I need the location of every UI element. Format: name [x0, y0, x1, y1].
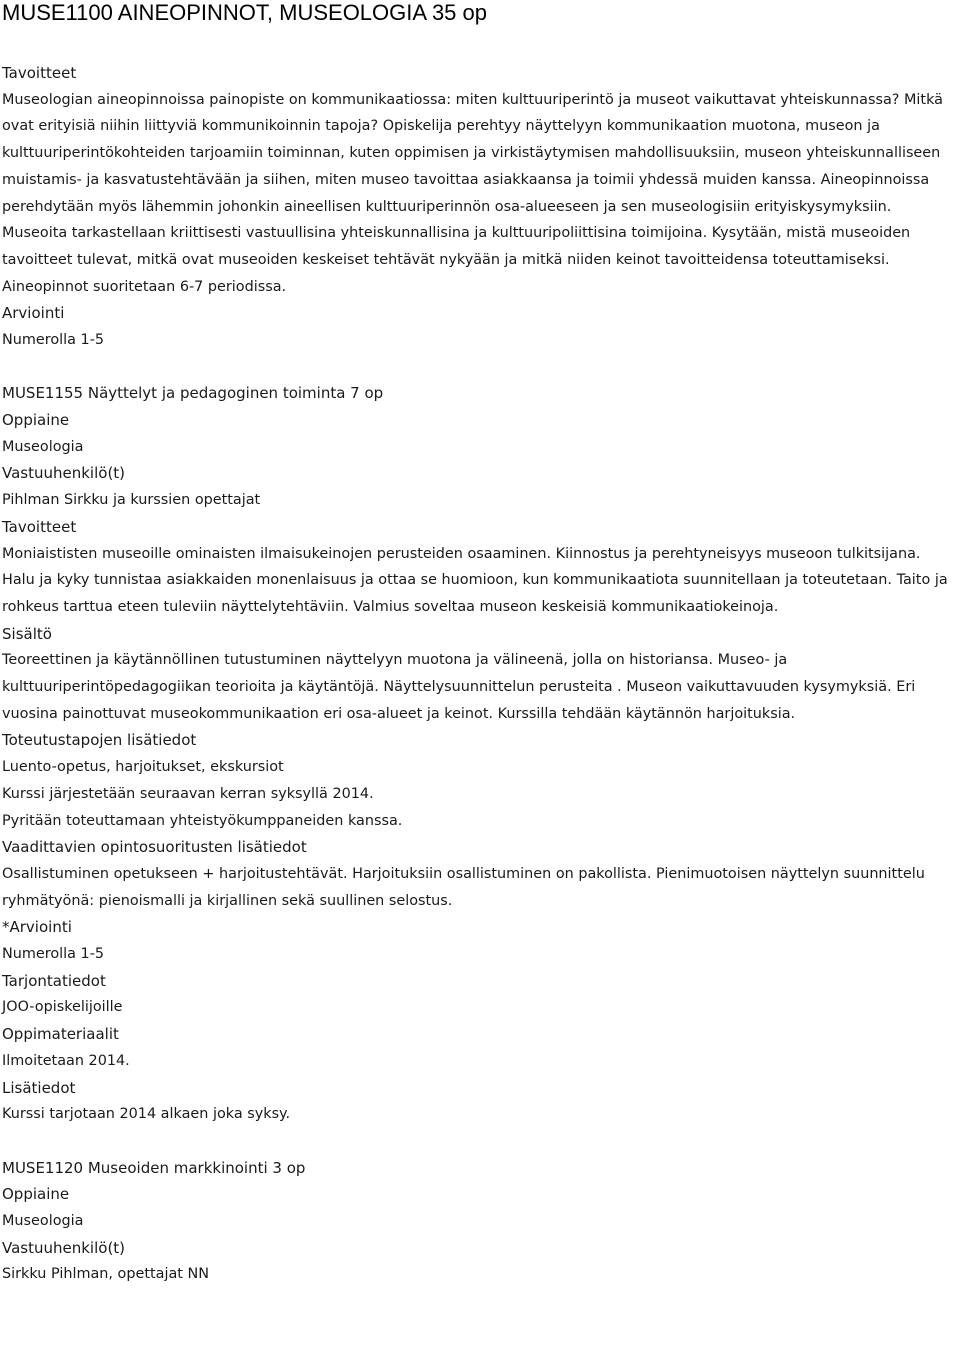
arviointi-text: Numerolla 1-5	[2, 946, 105, 963]
course-section-muse1100	[2, 60, 956, 354]
vastuuhenkilo-heading: Vastuuhenkilö(t)	[2, 464, 126, 483]
course-section-muse1155	[2, 380, 956, 1128]
spacer	[2, 27, 956, 60]
course-title: MUSE1155 Näyttelyt ja pedagoginen toiminta 7 op	[2, 384, 384, 403]
page-title: MUSE1100 AINEOPINNOT, MUSEOLOGIA 35 op	[2, 0, 487, 25]
tavoitteet-text: Moniaististen museoille ominaisten ilmaisukeinojen perusteiden osaaminen. Kiinnostus ja perehtyneisyys museoon tulkitsijana. Halu ja kyky tunnistaa asiakkaiden monenlaisuus ja ottaa se huomioon, kun kommunikaatiota suunnitellaan ja toteutetaan. Taito ja rohkeus tarttua eteen tuleviin näyttelytehtäviin. Valmius soveltaa museon keskeisiä kommunikaatiokeinoja.	[2, 545, 948, 615]
spacer	[2, 354, 956, 381]
arviointi-text: Numerolla 1-5	[2, 332, 105, 348]
vaadittavat-text: Osallistuminen opetukseen + harjoitustehtävät. Harjoituksiin osallistuminen on pakollista. Pienimuotoisen näyttelyn suunnittelu ryhmätyönä: pienoismalli ja kirjallinen sekä suullinen selostus.	[2, 865, 925, 909]
tavoitteet-heading: Tavoitteet	[2, 517, 77, 536]
oppiaine-text: Museologia	[2, 1212, 84, 1229]
tarjontatiedot-text: JOO-opiskelijoille	[2, 999, 123, 1016]
course-title: MUSE1120 Museoiden markkinointi 3 op	[2, 1158, 306, 1177]
toteutus-line: Luento-opetus, harjoitukset, ekskursiot	[2, 759, 284, 776]
oppiaine-text: Museologia	[2, 438, 84, 455]
tavoitteet-text: Museologian aineopinnoissa painopiste on kommunikaatiossa: miten kulttuuriperintö ja museot vaikuttavat yhteiskunnassa? Mitkä ovat erityisiä niihin liittyviä kommunikoinnin tapoja? Opiskelija perehtyy näyttelyyn kommunikaation muotona, museon ja kulttuuriperintökohteiden tarjoamiin toiminnan, kuten oppimisen ja virkistäytymisen mahdollisuuksiin, museon yhteiskunnalliseen muistamis- ja kasvatustehtävään ja siihen, miten museo tavoittaa asiakkaansa ja toimii yhdessä muiden kanssa. Aineopinnoissa perehdytään myös lähemmin johonkin aineellisen kulttuuriperinnön osa-alueeseen ja sen museologisiin erityiskysymyksiin. Museoita tarkastellaan kriittisesti vastuullisina yhteiskunnallisina ja kulttuuripoliittisina toimijoina. Kysytään, mistä museoiden tavoitteet tulevat, mitkä ovat museoiden keskeiset tehtävät nykyään ja mitkä niiden keinot tavoitteidensa toteuttamiseksi. Aineopinnot suoritetaan 6-7 periodissa.	[2, 91, 943, 295]
course-section-muse1120	[2, 1155, 956, 1288]
arviointi-heading: Arviointi	[2, 304, 65, 323]
vastuuhenkilo-heading: Vastuuhenkilö(t)	[2, 1238, 126, 1257]
oppiaine-heading: Oppiaine	[2, 1185, 70, 1204]
oppimateriaalit-text: Ilmoitetaan 2014.	[2, 1052, 130, 1069]
sisalto-text: Teoreettinen ja käytännöllinen tutustuminen näyttelyyn muotona ja välineenä, jolla on historiansa. Museo- ja kulttuuriperintöpedagogiikan teorioita ja käytäntöjä. Näyttelysuunnittelun perusteita . Museon vaikuttavuuden kysymyksiä. Eri vuosina painottuvat museokommunikaation eri osa-alueet ja keinot. Kurssilla tehdään käytännön harjoituksia.	[2, 652, 916, 722]
sisalto-heading: Sisältö	[2, 624, 52, 643]
vastuuhenkilo-text: Pihlman Sirkku ja kurssien opettajat	[2, 492, 261, 509]
vastuuhenkilo-text: Sirkku Pihlman, opettajat NN	[2, 1266, 210, 1283]
toteutus-line: Pyritään toteuttamaan yhteistyökumppaneiden kanssa.	[2, 812, 403, 829]
tavoitteet-heading: Tavoitteet	[2, 64, 77, 82]
arviointi-heading: *Arviointi	[2, 918, 72, 937]
toteutustapojen-heading: Toteutustapojen lisätiedot	[2, 731, 197, 750]
lisatiedot-heading: Lisätiedot	[2, 1078, 76, 1097]
lisatiedot-text: Kurssi tarjotaan 2014 alkaen joka syksy.	[2, 1106, 291, 1123]
toteutus-line: Kurssi järjestetään seuraavan kerran syksyllä 2014.	[2, 785, 374, 802]
spacer	[2, 1128, 956, 1155]
tarjontatiedot-heading: Tarjontatiedot	[2, 971, 106, 990]
oppiaine-heading: Oppiaine	[2, 411, 70, 430]
oppimateriaalit-heading: Oppimateriaalit	[2, 1025, 119, 1044]
vaadittavat-heading: Vaadittavien opintosuoritusten lisätiedot	[2, 838, 307, 857]
document-page	[2, 0, 956, 1288]
